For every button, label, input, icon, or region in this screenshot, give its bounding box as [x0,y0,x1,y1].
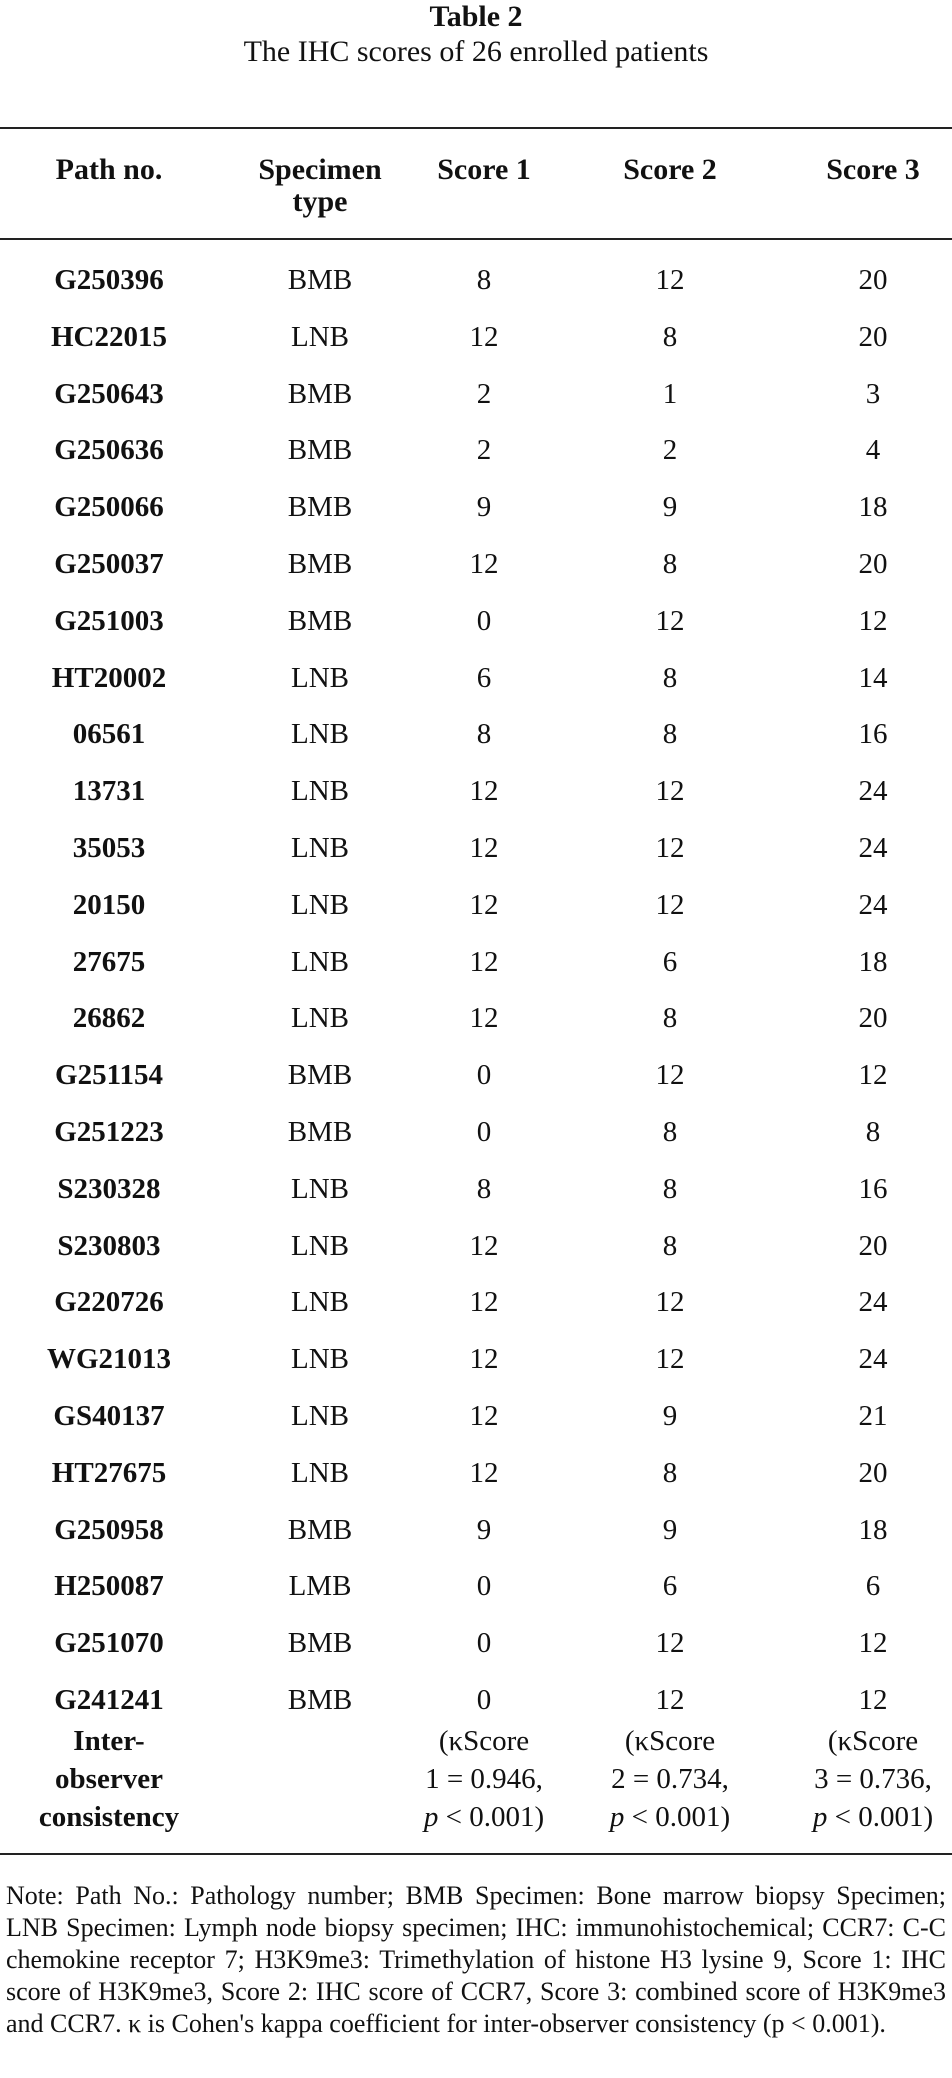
path-number-cell: H250087 [54,1570,164,1603]
kappa-score2 [546,1722,794,1836]
score1-cell: 0 [476,604,492,637]
score2-cell: 12 [655,1059,685,1092]
header-specimen-type [218,154,422,218]
path-number-cell: WG21013 [46,1343,172,1376]
score2-cell: 12 [655,888,685,921]
score1-cell: 12 [469,548,499,580]
specimen-type-cell: BMB [287,1059,353,1092]
score2-cell: 6 [662,1570,678,1603]
score1-cell: 12 [469,1400,499,1432]
kappa-score1-line1: (κScore [438,1725,530,1757]
table-subtitle: The IHC scores of 26 enrolled patients [243,35,709,68]
table-row [0,252,952,308]
score1-cell: 12 [469,320,499,353]
score1-cell: 2 [476,434,492,467]
path-number-cell: S230328 [57,1172,161,1205]
table-row [0,479,952,535]
specimen-type-cell: LNB [291,718,349,751]
header-score3: Score 3 [826,153,920,186]
table-row [0,536,952,592]
score2-cell: 8 [662,1002,678,1035]
score1-cell: 12 [469,775,499,808]
score1-cell: 12 [469,1002,499,1035]
header-path-no: Path no. [55,153,163,186]
path-number-cell: 35053 [72,832,146,864]
score3-cell: 24 [858,1286,888,1319]
score1-cell: 0 [476,1116,492,1148]
path-number-cell: G251154 [55,1059,163,1092]
score3-cell: 14 [858,661,888,694]
path-number-cell: 06561 [72,718,146,751]
score3-cell: 20 [858,1002,888,1035]
score2-cell: 6 [662,945,678,978]
score3-cell: 3 [865,377,881,410]
path-number-cell: S230803 [57,1229,161,1262]
score3-cell: 6 [865,1570,881,1603]
specimen-type-cell: LNB [291,1002,349,1035]
score3-cell: 20 [858,548,888,580]
score3-cell: 20 [858,320,888,353]
specimen-type-cell: LNB [291,1229,349,1262]
consistency-label [0,1722,218,1836]
path-number-cell: GS40137 [53,1400,165,1432]
consistency-label-line3: consistency [38,1801,180,1833]
path-number-cell: G250958 [54,1513,164,1546]
path-number-cell: G251003 [54,604,164,637]
score1-cell: 8 [476,1172,492,1205]
score2-cell: 12 [655,832,685,864]
score1-cell: 6 [476,661,492,694]
specimen-type-cell: LNB [291,888,349,921]
score3-cell: 16 [858,1172,888,1205]
kappa-score3-line2: 3 = 0.736, [814,1763,932,1795]
score2-cell: 2 [662,434,678,467]
table-row [0,1047,952,1103]
kappa-score2-line2: 2 = 0.734, [611,1763,729,1795]
kappa-score1 [422,1722,546,1836]
path-number-cell: G250396 [54,264,164,296]
score2-cell: 12 [655,1286,685,1319]
path-number-cell: 26862 [72,1002,146,1035]
table-row [0,1615,952,1671]
score2-cell: 1 [662,377,678,410]
p-value-text: < 0.001) [624,1801,731,1833]
table-row [0,820,952,876]
table-row [0,1274,952,1330]
specimen-type-cell: BMB [287,1684,353,1716]
score3-cell: 18 [858,945,888,978]
kappa-score2-pvalue [546,1798,794,1836]
specimen-type-cell: LNB [291,945,349,978]
specimen-type-cell: LMB [288,1570,352,1603]
score2-cell: 8 [662,1172,678,1205]
score1-cell: 8 [476,264,492,296]
specimen-type-cell: BMB [287,1627,353,1660]
score2-cell: 8 [662,1456,678,1489]
score1-cell: 8 [476,718,492,751]
table-title: Table 2 [429,0,523,33]
score2-cell: 12 [655,775,685,808]
table-row [0,1218,952,1274]
score3-cell: 20 [858,1229,888,1262]
path-number-cell: G220726 [54,1286,164,1319]
specimen-type-cell: LNB [291,1456,349,1489]
specimen-type-cell: LNB [291,775,349,808]
kappa-score1-line2: 1 = 0.946, [425,1763,543,1795]
specimen-type-cell: BMB [287,491,353,524]
table-row [0,1445,952,1501]
score1-cell: 12 [469,888,499,921]
score3-cell: 20 [858,264,888,296]
specimen-type-cell: LNB [291,1286,349,1319]
p-symbol: p [423,1801,439,1833]
top-rule [0,127,952,129]
score2-cell: 9 [662,1513,678,1546]
score2-cell: 8 [662,1229,678,1262]
path-number-cell: G250066 [54,491,164,524]
table-row [0,1331,952,1387]
table-row [0,1502,952,1558]
score2-cell: 12 [655,604,685,637]
table-row [0,1161,952,1217]
kappa-score3 [794,1722,952,1836]
score2-cell: 8 [662,320,678,353]
specimen-type-cell: LNB [291,661,349,694]
specimen-type-cell: LNB [291,320,349,353]
score2-cell: 8 [662,548,678,580]
score2-cell: 9 [662,491,678,524]
specimen-type-cell: BMB [287,377,353,410]
table-row [0,877,952,933]
table-row [0,1558,952,1614]
score2-cell: 12 [655,1343,685,1376]
kappa-score1-pvalue [422,1798,546,1836]
path-number-cell: G250037 [54,548,164,580]
score3-cell: 12 [858,1059,888,1092]
score3-cell: 24 [858,775,888,808]
consistency-label-line1: Inter- [73,1725,145,1757]
score3-cell: 18 [858,491,888,524]
score1-cell: 9 [476,1513,492,1546]
score3-cell: 24 [858,832,888,864]
score3-cell: 24 [858,888,888,921]
p-symbol: p [812,1801,828,1833]
header-rule [0,238,952,240]
table-row [0,990,952,1046]
score1-cell: 0 [476,1627,492,1660]
path-number-cell: G251070 [54,1627,164,1660]
score3-cell: 12 [858,604,888,637]
score1-cell: 9 [476,491,492,524]
kappa-score2-line1: (κScore [624,1725,716,1757]
path-number-cell: HT27675 [51,1456,167,1489]
score2-cell: 12 [655,1684,685,1716]
specimen-type-cell: BMB [287,1513,353,1546]
specimen-type-cell: LNB [291,832,349,864]
path-number-cell: 27675 [72,945,146,978]
table-row [0,422,952,478]
score1-cell: 12 [469,832,499,864]
score2-cell: 8 [662,661,678,694]
kappa-score3-pvalue [794,1798,952,1836]
score1-cell: 0 [476,1059,492,1092]
path-number-cell: G250643 [54,377,164,410]
score2-cell: 12 [655,264,685,296]
score2-cell: 9 [662,1400,678,1432]
score3-cell: 8 [865,1116,881,1148]
path-number-cell: G250636 [54,434,164,467]
score3-cell: 12 [858,1684,888,1716]
path-number-cell: HC22015 [51,320,167,353]
specimen-type-cell: LNB [291,1343,349,1376]
score3-cell: 16 [858,718,888,751]
table-row [0,1104,952,1160]
path-number-cell: G251223 [54,1116,164,1148]
score2-cell: 12 [655,1627,685,1660]
p-value-text: < 0.001) [827,1801,934,1833]
header-specimen-line2: type [292,185,348,218]
score3-cell: 4 [865,434,881,467]
score2-cell: 8 [662,718,678,751]
score1-cell: 0 [476,1684,492,1716]
score3-cell: 21 [858,1400,888,1432]
score1-cell: 12 [469,1456,499,1489]
specimen-type-cell: BMB [287,434,353,467]
score3-cell: 12 [858,1627,888,1660]
score1-cell: 12 [469,945,499,978]
score3-cell: 20 [858,1456,888,1489]
score1-cell: 2 [476,377,492,410]
path-number-cell: G241241 [54,1684,164,1716]
consistency-label-line2: observer [55,1763,163,1795]
path-number-cell: 13731 [72,775,146,808]
path-number-cell: HT20002 [51,661,167,694]
score1-cell: 0 [476,1570,492,1603]
score2-cell: 8 [662,1116,678,1148]
header-score2: Score 2 [623,153,717,186]
table-row [0,650,952,706]
table-row [0,1672,952,1728]
table-row [0,593,952,649]
p-value-text: < 0.001) [438,1801,545,1833]
path-number-cell: 20150 [72,888,146,921]
table-note: Note: Path No.: Pathology number; BMB Specimen: Bone marrow biopsy Specimen; LNB Specimen: Lymph node biopsy specimen; IHC: immunohistochemical; CCR7: C-C chemokine receptor 7; H3K9me3: Trimethylation of histone H3 lysine 9, Score 1: IHC score of H3K9me3, Score 2: IHC score of CCR7, Score 3: combined score of H3K9me3 and CCR7. κ is Cohen's kappa coefficient for inter-observer consistency (p < 0.001). [6,1881,946,2038]
table-row [0,763,952,819]
header-specimen-line1: Specimen [258,153,382,186]
specimen-type-cell: BMB [287,1116,353,1148]
table-row [0,366,952,422]
table-row [0,706,952,762]
p-symbol: p [609,1801,625,1833]
table-row [0,309,952,365]
specimen-type-cell: BMB [287,604,353,637]
bottom-rule [0,1853,952,1855]
score1-cell: 12 [469,1286,499,1319]
score3-cell: 18 [858,1513,888,1546]
specimen-type-cell: BMB [287,548,353,580]
specimen-type-cell: BMB [287,264,353,296]
score3-cell: 24 [858,1343,888,1376]
table-row [0,934,952,990]
specimen-type-cell: LNB [291,1400,349,1432]
header-score1: Score 1 [437,153,531,186]
score1-cell: 12 [469,1343,499,1376]
specimen-type-cell: LNB [291,1172,349,1205]
score1-cell: 12 [469,1229,499,1262]
table-row [0,1388,952,1444]
kappa-score3-line1: (κScore [827,1725,919,1757]
